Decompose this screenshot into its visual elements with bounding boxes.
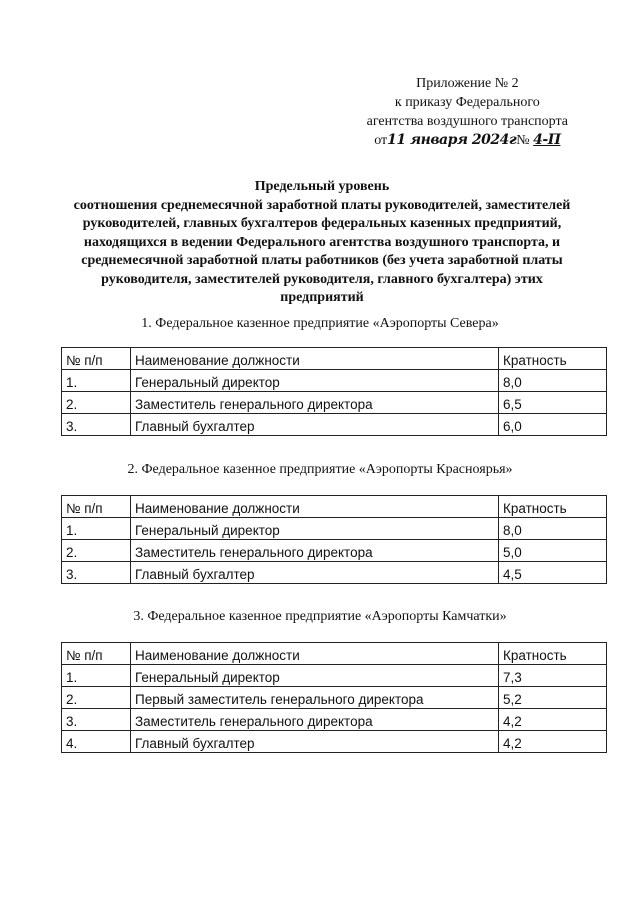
row-number: 2.	[62, 392, 131, 414]
header-ratio: Кратность	[499, 348, 607, 370]
title-line-3: руководителей, главных бухгалтеров федеральных казенных предприятий,	[82, 216, 562, 231]
ratio-table-3	[61, 642, 607, 753]
section-heading-3: 3. Федеральное казенное предприятие «Аэропорты Камчатки»	[133, 609, 507, 624]
number-prefix: №	[516, 133, 530, 148]
table-row	[62, 414, 607, 436]
title-line-4: находящихся в ведении Федерального агентства воздушного транспорта, и	[83, 234, 561, 250]
appendix-date-line	[367, 131, 568, 150]
section-heading-2: 2. Федеральное казенное предприятие «Аэропорты Красноярья»	[127, 462, 513, 477]
table-row	[62, 392, 607, 414]
title-line-2: соотношения среднемесячной заработной платы руководителей, заместителей	[73, 197, 571, 213]
row-position: Генеральный директор	[131, 665, 499, 687]
table-row	[62, 709, 607, 731]
appendix-number: Приложение № 2	[416, 76, 519, 91]
table-row	[62, 518, 607, 540]
header-number: № п/п	[62, 348, 131, 370]
row-ratio: 5,0	[499, 540, 607, 562]
table-row	[62, 687, 607, 709]
row-position: Генеральный директор	[131, 370, 499, 392]
appendix-order-line: к приказу Федерального	[394, 95, 540, 110]
header-position: Наименование должности	[131, 643, 499, 665]
row-ratio: 4,2	[499, 731, 607, 753]
appendix-header	[367, 74, 568, 150]
ratio-table-2	[61, 495, 607, 584]
row-number: 1.	[62, 370, 131, 392]
section-heading-1: 1. Федеральное казенное предприятие «Аэропорты Севера»	[141, 316, 499, 331]
row-ratio: 5,2	[499, 687, 607, 709]
document-title	[56, 178, 588, 308]
header-ratio: Кратность	[499, 643, 607, 665]
table-header-row	[62, 496, 607, 518]
row-number: 1.	[62, 518, 131, 540]
table-row	[62, 540, 607, 562]
table-row	[62, 731, 607, 753]
row-position: Главный бухгалтер	[131, 731, 499, 753]
row-position: Главный бухгалтер	[131, 414, 499, 436]
row-ratio: 6,5	[499, 392, 607, 414]
title-line-1: Предельный уровень	[254, 179, 390, 194]
row-number: 3.	[62, 709, 131, 731]
table-header-row	[62, 348, 607, 370]
header-ratio: Кратность	[499, 496, 607, 518]
title-line-7: предприятий	[280, 290, 364, 305]
header-position: Наименование должности	[131, 496, 499, 518]
handwritten-order-number: 4-П	[533, 132, 561, 148]
table-row	[62, 370, 607, 392]
row-ratio: 4,5	[499, 562, 607, 584]
row-position: Заместитель генерального директора	[131, 392, 499, 414]
date-prefix: от	[374, 133, 388, 148]
row-position: Заместитель генерального директора	[131, 709, 499, 731]
row-position: Главный бухгалтер	[131, 562, 499, 584]
row-position: Первый заместитель генерального директора	[131, 687, 499, 709]
row-ratio: 8,0	[499, 370, 607, 392]
header-position: Наименование должности	[131, 348, 499, 370]
row-position: Заместитель генерального директора	[131, 540, 499, 562]
title-line-6: руководителя, заместителей руководителя, главного бухгалтера) этих	[101, 271, 543, 287]
row-position: Генеральный директор	[131, 518, 499, 540]
row-number: 4.	[62, 731, 131, 753]
appendix-agency-line: агентства воздушного транспорта	[366, 114, 568, 129]
row-number: 2.	[62, 687, 131, 709]
row-ratio: 6,0	[499, 414, 607, 436]
row-number: 2.	[62, 540, 131, 562]
row-number: 3.	[62, 414, 131, 436]
header-number: № п/п	[62, 496, 131, 518]
title-line-5: среднемесячной заработной платы работников (без учета заработной платы	[81, 253, 563, 268]
row-number: 1.	[62, 665, 131, 687]
row-ratio: 7,3	[499, 665, 607, 687]
table-row	[62, 562, 607, 584]
table-row	[62, 665, 607, 687]
row-number: 3.	[62, 562, 131, 584]
ratio-table-1	[61, 347, 607, 436]
header-number: № п/п	[62, 643, 131, 665]
handwritten-date: 11 января 2024г	[387, 132, 517, 148]
row-ratio: 8,0	[499, 518, 607, 540]
row-ratio: 4,2	[499, 709, 607, 731]
table-header-row	[62, 643, 607, 665]
